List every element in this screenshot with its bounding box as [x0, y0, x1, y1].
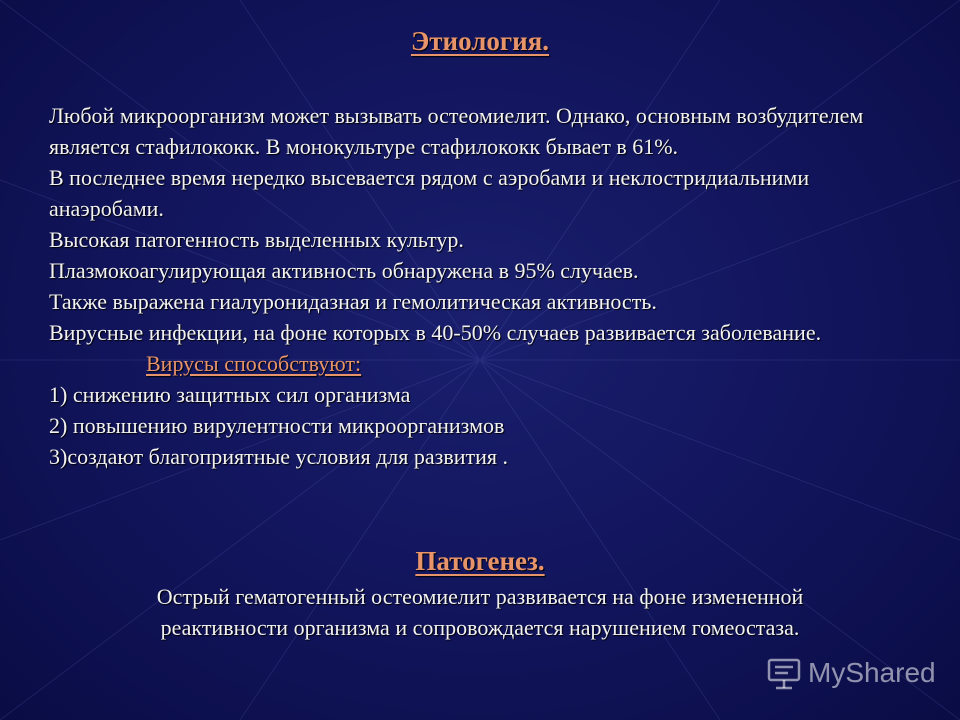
etiology-body: [49, 100, 929, 472]
pathogenesis-heading: Патогенез.: [415, 546, 545, 576]
viruses-subheading: Вирусы способствуют:: [146, 351, 362, 376]
etiology-heading: Этиология.: [410, 26, 550, 56]
paragraph-aerobes: В последнее время нередко высевается рядом с аэробами и неклостридиальними анаэробами.: [49, 165, 810, 221]
paragraph-plasmocoagulase: Плазмокоагулирующая активность обнаружена в 95% случаев.: [49, 258, 639, 283]
paragraph-pathogenicity: Высокая патогенность выделенных культур.: [49, 227, 464, 252]
watermark-text: MyShared: [808, 657, 936, 688]
paragraph-microorganism: Любой микроорганизм может вызывать остеомиелит. Однако, основным возбудителем является стафилококк. В монокультуре стафилококк бывает в 61%.: [49, 103, 864, 159]
pathogenesis-line-1: Острый гематогенный остеомиелит развивается на фоне измененной: [156, 584, 804, 609]
paragraph-hyaluronidase: Также выражена гиалуронидазная и гемолитическая активность.: [49, 289, 657, 314]
myshared-watermark[interactable]: [766, 655, 936, 691]
pathogenesis-body: [0, 581, 960, 643]
viruses-item-1: 1) снижению защитных сил организма: [49, 382, 411, 407]
viruses-item-3: 3)создают благоприятные условия для развития .: [49, 444, 509, 469]
paragraph-viral-infections: Вирусные инфекции, на фоне которых в 40-50% случаев развивается заболевание.: [49, 320, 822, 345]
viruses-item-2: 2) повышению вирулентности микроорганизмов: [49, 413, 505, 438]
pathogenesis-line-2: реактивности организма и сопровождается нарушением гомеостаза.: [160, 615, 800, 640]
presentation-board-icon: [766, 655, 802, 691]
